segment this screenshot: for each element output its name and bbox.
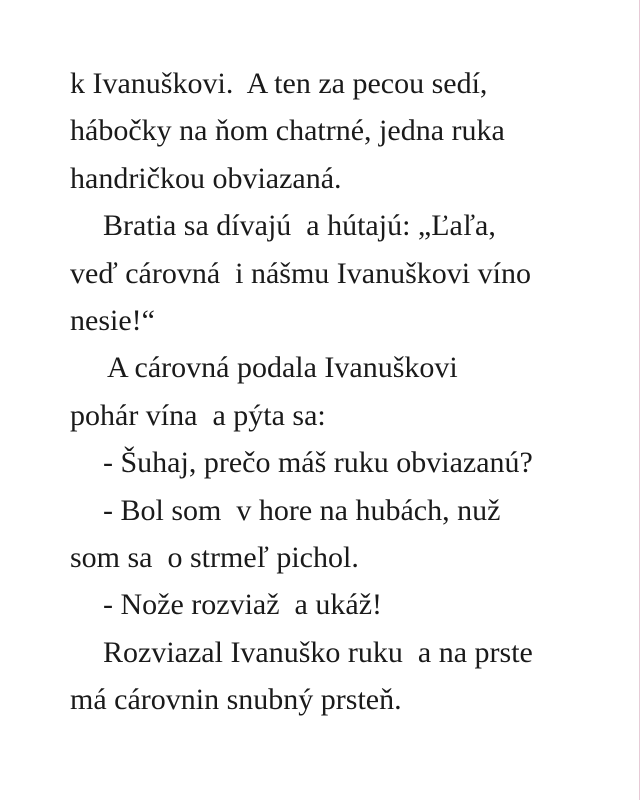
text-line-1: k Ivanuškovi. A ten za pecou sedí, <box>70 67 488 100</box>
text-line-7: A cárovná podala Ivanuškovi <box>107 351 458 385</box>
text-line-14: má cárovnin snubný prsteň. <box>70 683 402 717</box>
text-line-3: handričkou obviazaná. <box>70 161 342 195</box>
text-line-2: hábočky na ňom chatrné, jedna ruka <box>70 114 505 148</box>
text-line-13: Rozviazal Ivanuško ruku a na prste <box>103 635 533 669</box>
text-line-10: - Bol som v hore na hubách, nuž <box>103 493 501 527</box>
text-line-9: - Šuhaj, prečo máš ruku obviazanú? <box>103 446 533 480</box>
text-line-5: veď cárovná i nášmu Ivanuškovi víno <box>70 256 531 290</box>
text-line-12: - Nože rozviaž a ukáž! <box>103 588 382 622</box>
text-line-6: nesie!“ <box>70 304 155 338</box>
story-text <box>70 60 610 724</box>
text-line-11: som sa o strmeľ pichol. <box>70 541 359 575</box>
text-line-8: pohár vína a pýta sa: <box>70 398 326 432</box>
text-line-4: Bratia sa dívajú a hútajú: „Ľaľa, <box>103 209 496 243</box>
